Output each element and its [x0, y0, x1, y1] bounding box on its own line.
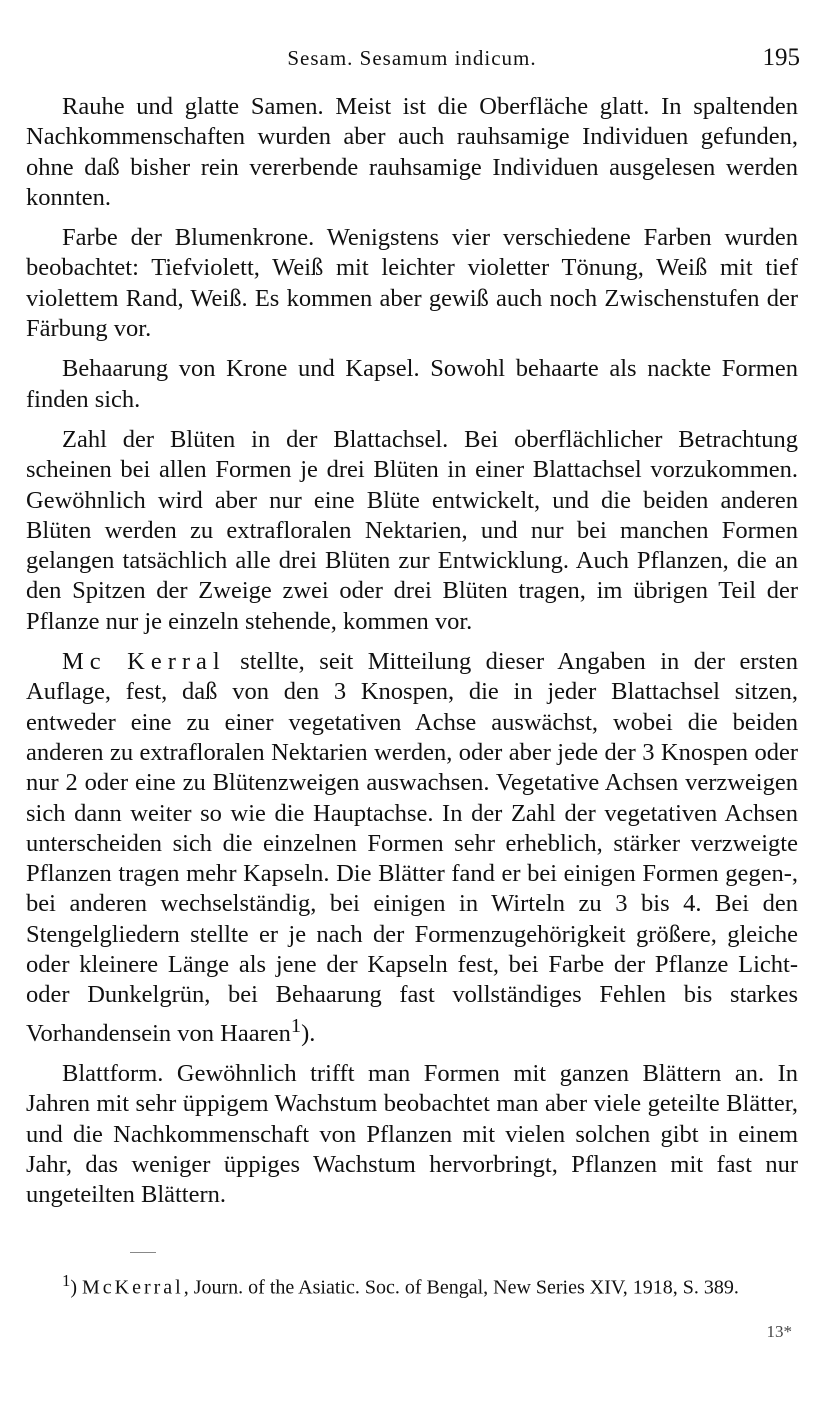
footnote-author: McKerral [82, 1276, 184, 1299]
paragraph-flower-count: Zahl der Blüten in der Blattachsel. Bei oberflächlicher Betrachtung scheinen bei allen Formen je drei Blüten in einer Blattachsel vorzukommen. Gewöhnlich wird aber nur eine Blüte entwickelt, und die beiden anderen Blüten werden zu extrafloralen Nektarien, und nur bei manchen Formen gelangen tatsächlich alle drei Blüten zur Entwicklung. Auch Pflanzen, die an den Spitzen der Zweige zwei oder drei Blüten tragen, im übrigen Teil der Pflanze nur je einzeln stehende, kommen vor. [26, 425, 798, 635]
footnote-marker-close: ) [70, 1276, 82, 1299]
page-header [24, 44, 800, 84]
printer-signature: 13* [766, 1322, 792, 1341]
paragraph-hairiness: Behaarung von Krone und Kapsel. Sowohl behaarte als nackte Formen finden sich. [26, 355, 798, 413]
footnote-divider [130, 1252, 156, 1253]
running-title: Sesam. Sesamum indicum. [287, 46, 537, 70]
paragraph-leaf-form: Blattform. Gewöhnlich trifft man Formen mit ganzen Blättern an. In Jahren mit sehr üppigem Wachstum beobachtet man aber viele geteilte Blätter, und die Nachkommenschaft von Pflanzen mit vielen solchen gibt in einem Jahr, das weniger üppiges Wachstum hervorbringt, Pflanzen mit fast nur ungeteilten Blättern. [26, 1060, 798, 1209]
footnote-text: , Journ. of the Asiatic. Soc. of Bengal, New Series XIV, 1918, S. 389. [183, 1276, 739, 1299]
page-number: 195 [762, 44, 800, 71]
footnote [26, 1268, 798, 1301]
author-name: Mc Kerral [62, 648, 226, 676]
footnote-reference[interactable]: 1 [290, 1014, 302, 1037]
paragraph-corolla-color: Farbe der Blumenkrone. Wenigstens vier verschiedene Farben wurden beobachtet: Tiefviolett, Weiß mit leichter violetter Tönung, Weiß mit tief violettem Rand, Weiß. Es kommen aber gewiß auch noch Zwischenstufen der Färbung vor. [26, 224, 798, 343]
body-text [26, 92, 798, 1221]
footnote-marker: 1 [62, 1271, 71, 1290]
paragraph-seeds: Rauhe und glatte Samen. Meist ist die Oberfläche glatt. In spaltenden Nachkommenschaften wurden aber auch rauhsamige Individuen gefunden, ohne daß bisher rein vererbende rauhsamige Individuen ausgelesen werden konnten. [26, 93, 798, 211]
paragraph-mckerral-text: stellte, seit Mitteilung dieser Angaben in der ersten Auflage, fest, daß von den 3 Knospen, die in jeder Blattachsel sitzen, entweder eine zu einer vegetativen Achse auswächst, wobei die beiden anderen zu extrafloralen Nektarien werden, oder aber jede der 3 Knospen oder nur 2 oder eine zu Blütenzweigen auswachsen. Vegetative Achsen verzweigen sich dann weiter so wie die Hauptachse. In der Zahl der vegetativen Achsen unterscheiden sich die einzelnen Formen sehr erheblich, stärker verzweigte Pflanzen tragen mehr Kapseln. Die Blätter fand er bei einigen Formen gegen-, bei anderen wechselständig, bei einigen in Wirteln zu 3 bis 4. Bei den Stengelgliedern stellte er je nach der Formenzugehörigkeit größere, gleiche oder kleinere Länge als jene der Kapseln fest, bei Farbe der Pflanze Licht- oder Dunkelgrün, bei Behaarung fast vollständiges Fehlen bis starkes Vorhandensein von Haaren [26, 648, 798, 1047]
paragraph-mckerral [26, 647, 798, 1049]
paragraph-mckerral-end: ). [301, 1019, 316, 1047]
